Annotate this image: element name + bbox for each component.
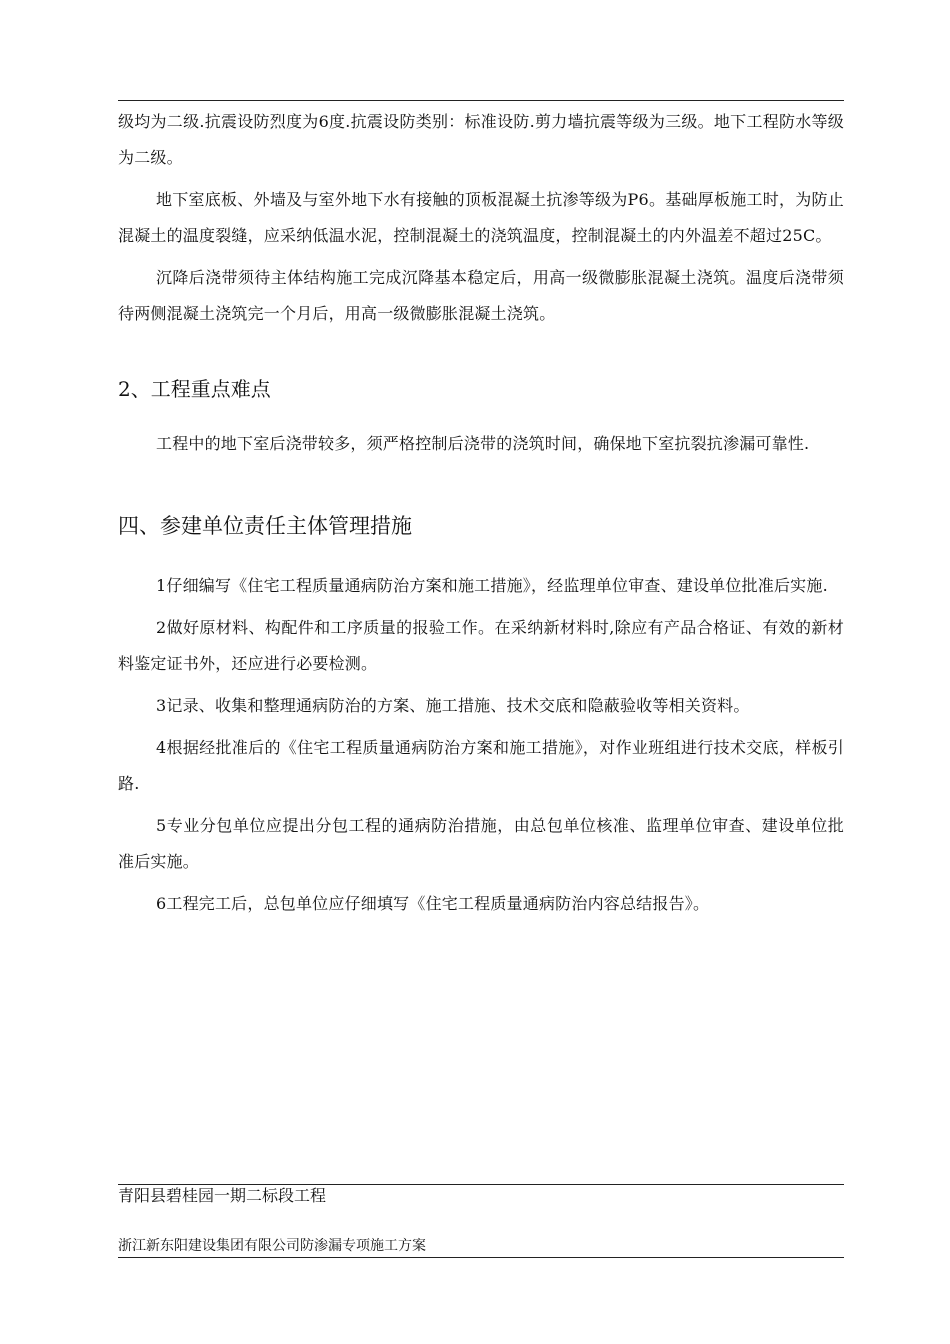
list-item: 2做好原材料、构配件和工序质量的报验工作。在采纳新材料时,除应有产品合格证、有效的新材料鉴定证书外，还应进行必要检测。 [118,618,844,673]
header-rule [118,100,844,101]
paragraph-impermeability: 地下室底板、外墙及与室外地下水有接触的顶板混凝土抗渗等级为P6。基础厚板施工时，为防止混凝土的温度裂缝，应采纳低温水泥，控制混凝土的浇筑温度，控制混凝土的内外温差不超过25C。 [118,190,844,245]
list-item: 4根据经批准后的《住宅工程质量通病防治方案和施工措施》，对作业班组进行技术交底，样板引路. [118,738,844,793]
list-item: 1仔细编写《住宅工程质量通病防治方案和施工措施》，经监理单位审查、建设单位批准后实施. [156,576,828,595]
paragraph-seismic: 级均为二级.抗震设防烈度为6度.抗震设防类别：标准设防.剪力墙抗震等级为三级。地下工程防水等级为二级。 [118,112,844,167]
footer-company-plan: 浙江新东阳建设集团有限公司防渗漏专项施工方案 [118,1238,426,1254]
section-heading-management-measures: 四、参建单位责任主体管理措施 [118,514,412,538]
footer-rule-bottom [118,1257,844,1258]
list-item: 6工程完工后，总包单位应仔细填写《住宅工程质量通病防治内容总结报告》。 [156,894,710,913]
paragraph-difficulties: 工程中的地下室后浇带较多，须严格控制后浇带的浇筑时间，确保地下室抗裂抗渗漏可靠性. [156,434,810,453]
body-content [118,104,844,928]
list-item: 5专业分包单位应提出分包工程的通病防治措施，由总包单位核准、监理单位审查、建设单位批准后实施。 [118,816,844,871]
footer-project-title: 青阳县碧桂园一期二标段工程 [118,1186,327,1205]
paragraph-post-cast-strip: 沉降后浇带须待主体结构施工完成沉降基本稳定后，用高一级微膨胀混凝土浇筑。温度后浇带须待两侧混凝土浇筑完一个月后，用高一级微膨胀混凝土浇筑。 [118,268,844,323]
section-heading-key-difficulties: 2、工程重点难点 [118,377,271,401]
list-item: 3记录、收集和整理通病防治的方案、施工措施、技术交底和隐蔽验收等相关资料。 [156,696,750,715]
